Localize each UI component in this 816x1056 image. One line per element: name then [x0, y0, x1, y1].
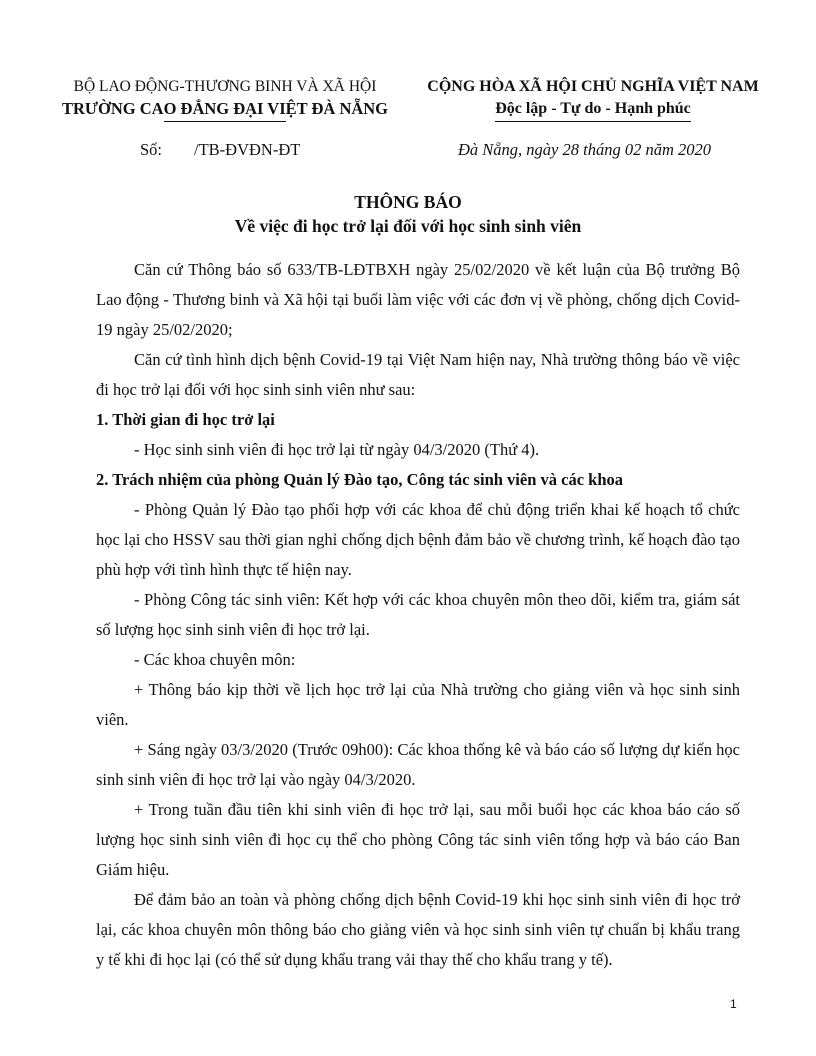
issuer-header — [50, 76, 400, 122]
notice-title: THÔNG BÁO — [354, 192, 462, 212]
notice-subtitle: Về việc đi học trở lại đối với học sinh sinh viên — [234, 216, 582, 236]
school-underline — [164, 121, 286, 122]
nation-name: CỘNG HÒA XÃ HỘI CHỦ NGHĨA VIỆT NAM — [427, 78, 759, 95]
document-number-label: Số: — [140, 140, 163, 159]
nation-motto: Độc lập - Tự do - Hạnh phúc — [495, 98, 691, 122]
paragraph-safety: Để đảm bảo an toàn và phòng chống dịch bệnh Covid-19 khi học sinh sinh viên đi học trở lại, các khoa chuyên môn thông báo cho giảng viên và học sinh sinh viên tự chuẩn bị khẩu trang y tế khi đi học lại (có thể sử dụng khẩu trang vải thay thế cho khẩu trang y tế). — [96, 890, 740, 969]
paragraph-basis-2: Căn cứ tình hình dịch bệnh Covid-19 tại Việt Nam hiện nay, Nhà trường thông báo về việc đi học trở lại đối với học sinh sinh viên như sau: — [96, 350, 740, 399]
document-number — [140, 140, 300, 160]
paragraph-faculty-task-1: + Thông báo kịp thời về lịch học trở lại của Nhà trường cho giảng viên và học sinh sinh viên. — [96, 680, 740, 729]
paragraph-faculties: - Các khoa chuyên môn: — [134, 650, 296, 669]
notice-body — [96, 255, 740, 975]
section-heading-2: 2. Trách nhiệm của phòng Quản lý Đào tạo, Công tác sinh viên và các khoa — [96, 470, 624, 489]
paragraph-faculty-task-3: + Trong tuần đầu tiên khi sinh viên đi học trở lại, sau mỗi buổi học các khoa báo cáo số lượng học sinh sinh viên đi học cụ thể cho phòng Công tác sinh viên tổng hợp và báo cáo Ban Giám hiệu. — [96, 800, 740, 879]
paragraph-training-dept: - Phòng Quản lý Đào tạo phối hợp với các khoa để chủ động triển khai kế hoạch tổ chức học lại cho HSSV sau thời gian nghỉ chống dịch bệnh đảm bảo về chương trình, kế hoạch đào tạo phù hợp với tình hình thực tế hiện nay. — [96, 500, 740, 579]
ministry-name: BỘ LAO ĐỘNG-THƯƠNG BINH VÀ XÃ HỘI — [73, 78, 377, 95]
issue-date: Đà Nẵng, ngày 28 tháng 02 năm 2020 — [458, 140, 711, 159]
document-number-code: /TB-ĐVĐN-ĐT — [194, 140, 301, 159]
school-name: TRƯỜNG CAO ĐẲNG ĐẠI VIỆT ĐÀ NẴNG — [61, 99, 389, 118]
paragraph-student-affairs: - Phòng Công tác sinh viên: Kết hợp với các khoa chuyên môn theo dõi, kiểm tra, giám sát số lượng học sinh sinh viên đi học trở lại. — [96, 590, 740, 639]
nation-header — [418, 76, 768, 122]
paragraph-faculty-task-2: + Sáng ngày 03/3/2020 (Trước 09h00): Các khoa thống kê và báo cáo số lượng dự kiến học sinh sinh viên đi học trở lại vào ngày 04/3/2020. — [96, 740, 740, 789]
section-heading-1: 1. Thời gian đi học trở lại — [96, 410, 275, 429]
page-number: 1 — [730, 997, 737, 1011]
paragraph-return-date: - Học sinh sinh viên đi học trở lại từ ngày 04/3/2020 (Thứ 4). — [134, 440, 540, 459]
paragraph-basis-1: Căn cứ Thông báo số 633/TB-LĐTBXH ngày 25/02/2020 về kết luận của Bộ trưởng Bộ Lao động - Thương binh và Xã hội tại buổi làm việc với các đơn vị về phòng, chống dịch Covid-19 ngày 25/02/2020; — [96, 260, 740, 339]
